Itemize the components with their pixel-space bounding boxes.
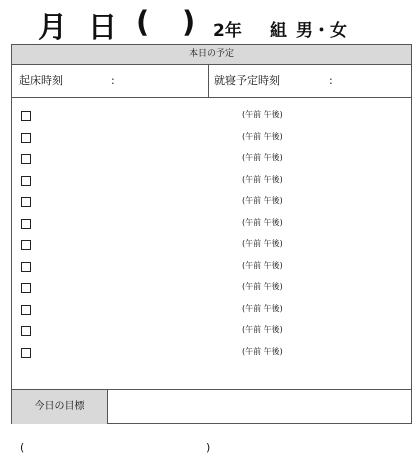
footer-open-paren: (	[20, 441, 25, 454]
task-ampm-label: (午前 午後)	[242, 196, 283, 205]
task-ampm-label: (午前 午後)	[242, 325, 283, 334]
time-row-divider	[208, 65, 209, 97]
task-item	[12, 149, 411, 170]
class-label: 組	[270, 21, 287, 41]
task-item	[12, 321, 411, 342]
task-item	[12, 235, 411, 256]
goal-row	[12, 389, 411, 424]
footer-close-paren: )	[206, 441, 211, 454]
task-checkbox[interactable]	[21, 305, 31, 315]
task-checkbox[interactable]	[21, 197, 31, 207]
task-ampm-label: (午前 午後)	[242, 282, 283, 291]
task-item	[12, 343, 411, 364]
sheet-title: 本日の予定	[12, 45, 411, 65]
task-checkbox[interactable]	[21, 326, 31, 336]
task-ampm-label: (午前 午後)	[242, 153, 283, 162]
task-ampm-label: (午前 午後)	[242, 346, 283, 356]
task-ampm-label: (午前 午後)	[242, 110, 283, 119]
gender-label: 男・女	[296, 21, 347, 41]
wake-time-colon: :	[111, 74, 115, 87]
task-checkbox[interactable]	[21, 133, 31, 143]
time-row	[12, 65, 411, 98]
task-checkbox[interactable]	[21, 240, 31, 250]
task-checkbox[interactable]	[21, 176, 31, 186]
task-item	[12, 257, 411, 278]
bed-time-label: 就寝予定時刻	[214, 74, 280, 87]
task-checkbox[interactable]	[21, 262, 31, 272]
weekday-open-paren: (	[136, 5, 150, 39]
task-item	[12, 300, 411, 321]
month-label: 月	[38, 10, 68, 44]
task-item	[12, 192, 411, 213]
weekday-close-paren: )	[182, 5, 196, 39]
task-item	[12, 106, 411, 127]
goal-input[interactable]	[108, 390, 411, 424]
task-ampm-label: (午前 午後)	[242, 260, 283, 270]
task-ampm-label: (午前 午後)	[242, 174, 283, 184]
task-item	[12, 278, 411, 299]
task-item	[12, 171, 411, 192]
task-checkbox[interactable]	[21, 154, 31, 164]
task-checkbox[interactable]	[21, 111, 31, 121]
task-ampm-label: (午前 午後)	[242, 239, 283, 248]
grade-label: 2年	[213, 21, 242, 41]
goal-label: 今日の目標	[12, 390, 108, 424]
task-item	[12, 128, 411, 149]
task-checkbox[interactable]	[21, 283, 31, 293]
task-item	[12, 214, 411, 235]
task-ampm-label: (午前 午後)	[242, 131, 283, 141]
date-header	[0, 4, 420, 44]
task-ampm-label: (午前 午後)	[242, 303, 283, 313]
day-label: 日	[88, 10, 118, 44]
task-ampm-label: (午前 午後)	[242, 217, 283, 227]
task-checkbox[interactable]	[21, 348, 31, 358]
task-list	[12, 98, 411, 388]
wake-time-label: 起床時刻	[19, 74, 63, 87]
bed-time-colon: :	[329, 74, 333, 87]
task-checkbox[interactable]	[21, 219, 31, 229]
schedule-sheet	[11, 44, 412, 424]
